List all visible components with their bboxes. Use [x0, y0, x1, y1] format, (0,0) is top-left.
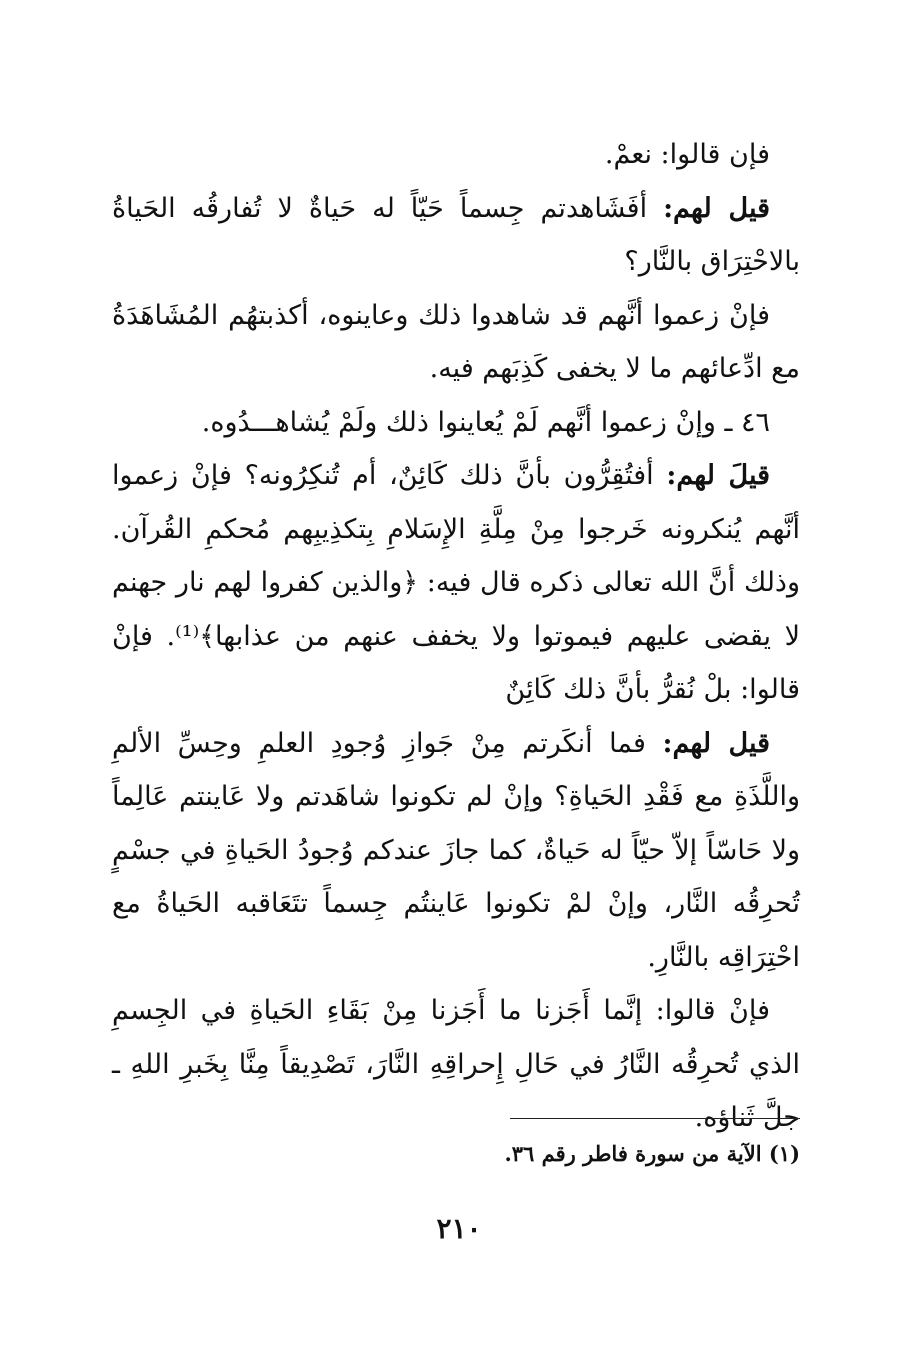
paragraph [112, 396, 800, 450]
paragraph-text: أفَشَاهدتم جِسماً حَيّاً له حَياةٌ لا تُفارقُه الحَياةُ بالاحْتِرَاق بالنَّار؟ [112, 192, 800, 277]
paragraph-lead: قيلَ لهم: [666, 460, 771, 491]
paragraph [112, 182, 800, 289]
paragraph-lead: قيل لهم: [662, 727, 771, 759]
paragraph [112, 128, 800, 182]
paragraph-text: فما أنكَرتم مِنْ جَوازِ وُجودِ العلمِ وحِسِّ الألمِ واللَّذَةِ مع فَقْدِ الحَياةِ؟ وإنْ لم تكونوا شاهَدتم ولا عَاينتم عَالِماً ولا حَاسّاً إلاّ حيّاً له حَياةٌ، كما جازَ عندكم وُجودُ الحَياةِ في جسْمٍ تُحرِقُه النَّار، وإنْ لمْ تكونوا عَاينتُم جِسماً تتَعَاقبه الحَياةُ مع احْتِرَاقِه بالنَّارِ. [112, 727, 800, 973]
paragraph-text: فإنْ قالوا: إنَّما أَجَزنا ما أَجَزنا مِنْ بَقَاءِ الحَياةِ في الجِسمِ الذي تُحرِقُه النَّارُ في حَالِ إِحراقِهِ النَّارَ، تَصْدِيقاً مِنَّا بِخَبرِ اللهِ ـ جلَّ ثَناؤه. [112, 995, 800, 1133]
footnote: (١) الآية من سورة فاطر رقم ٣٦. [504, 1141, 800, 1166]
footnote-divider [510, 1118, 800, 1119]
paragraph-text: ٤٦ ـ وإنْ زعموا أنَّهم لَمْ يُعاينوا ذلك ولَمْ يُشاهـــدُوه. [201, 406, 770, 438]
body-text [112, 128, 800, 1145]
paragraph [112, 984, 800, 1145]
paragraph-text: فإنْ زعموا أنَّهم قد شاهدوا ذلك وعاينوه، أكذبتهُم المُشَاهَدَةُ مع ادِّعائهم ما لا يخفى كَذِبَهم فيه. [112, 299, 800, 384]
page-number: ٢١٠ [436, 1212, 482, 1245]
paragraph [112, 449, 800, 717]
paragraph [112, 717, 800, 985]
paragraph-text: فإن قالوا: نعمْ. [604, 139, 770, 170]
paragraph-lead: قيل لهم: [663, 192, 771, 224]
paragraph [112, 289, 800, 396]
paragraph-text: أفتُقِرُّون بأنَّ ذلك كَائِنٌ، أم تُنكِرُونه؟ فإنْ زعموا أنَّهم يُنكرونه خَرجوا مِنْ مِلَّةِ الإِسَلامِ بِتكذِيبِهم مُحكمِ القُرآن. وذلك أنَّ الله تعالى ذكره قال فيه: ﴿والذين كفروا لهم نار جهنم لا يقضى عليهم فيموتوا ولا يخفف عنهم من عذابها﴾⁽¹⁾. فإنْ قالوا: بلْ نُقرُّ بأنَّ ذلك كَائِنٌ [112, 460, 801, 705]
